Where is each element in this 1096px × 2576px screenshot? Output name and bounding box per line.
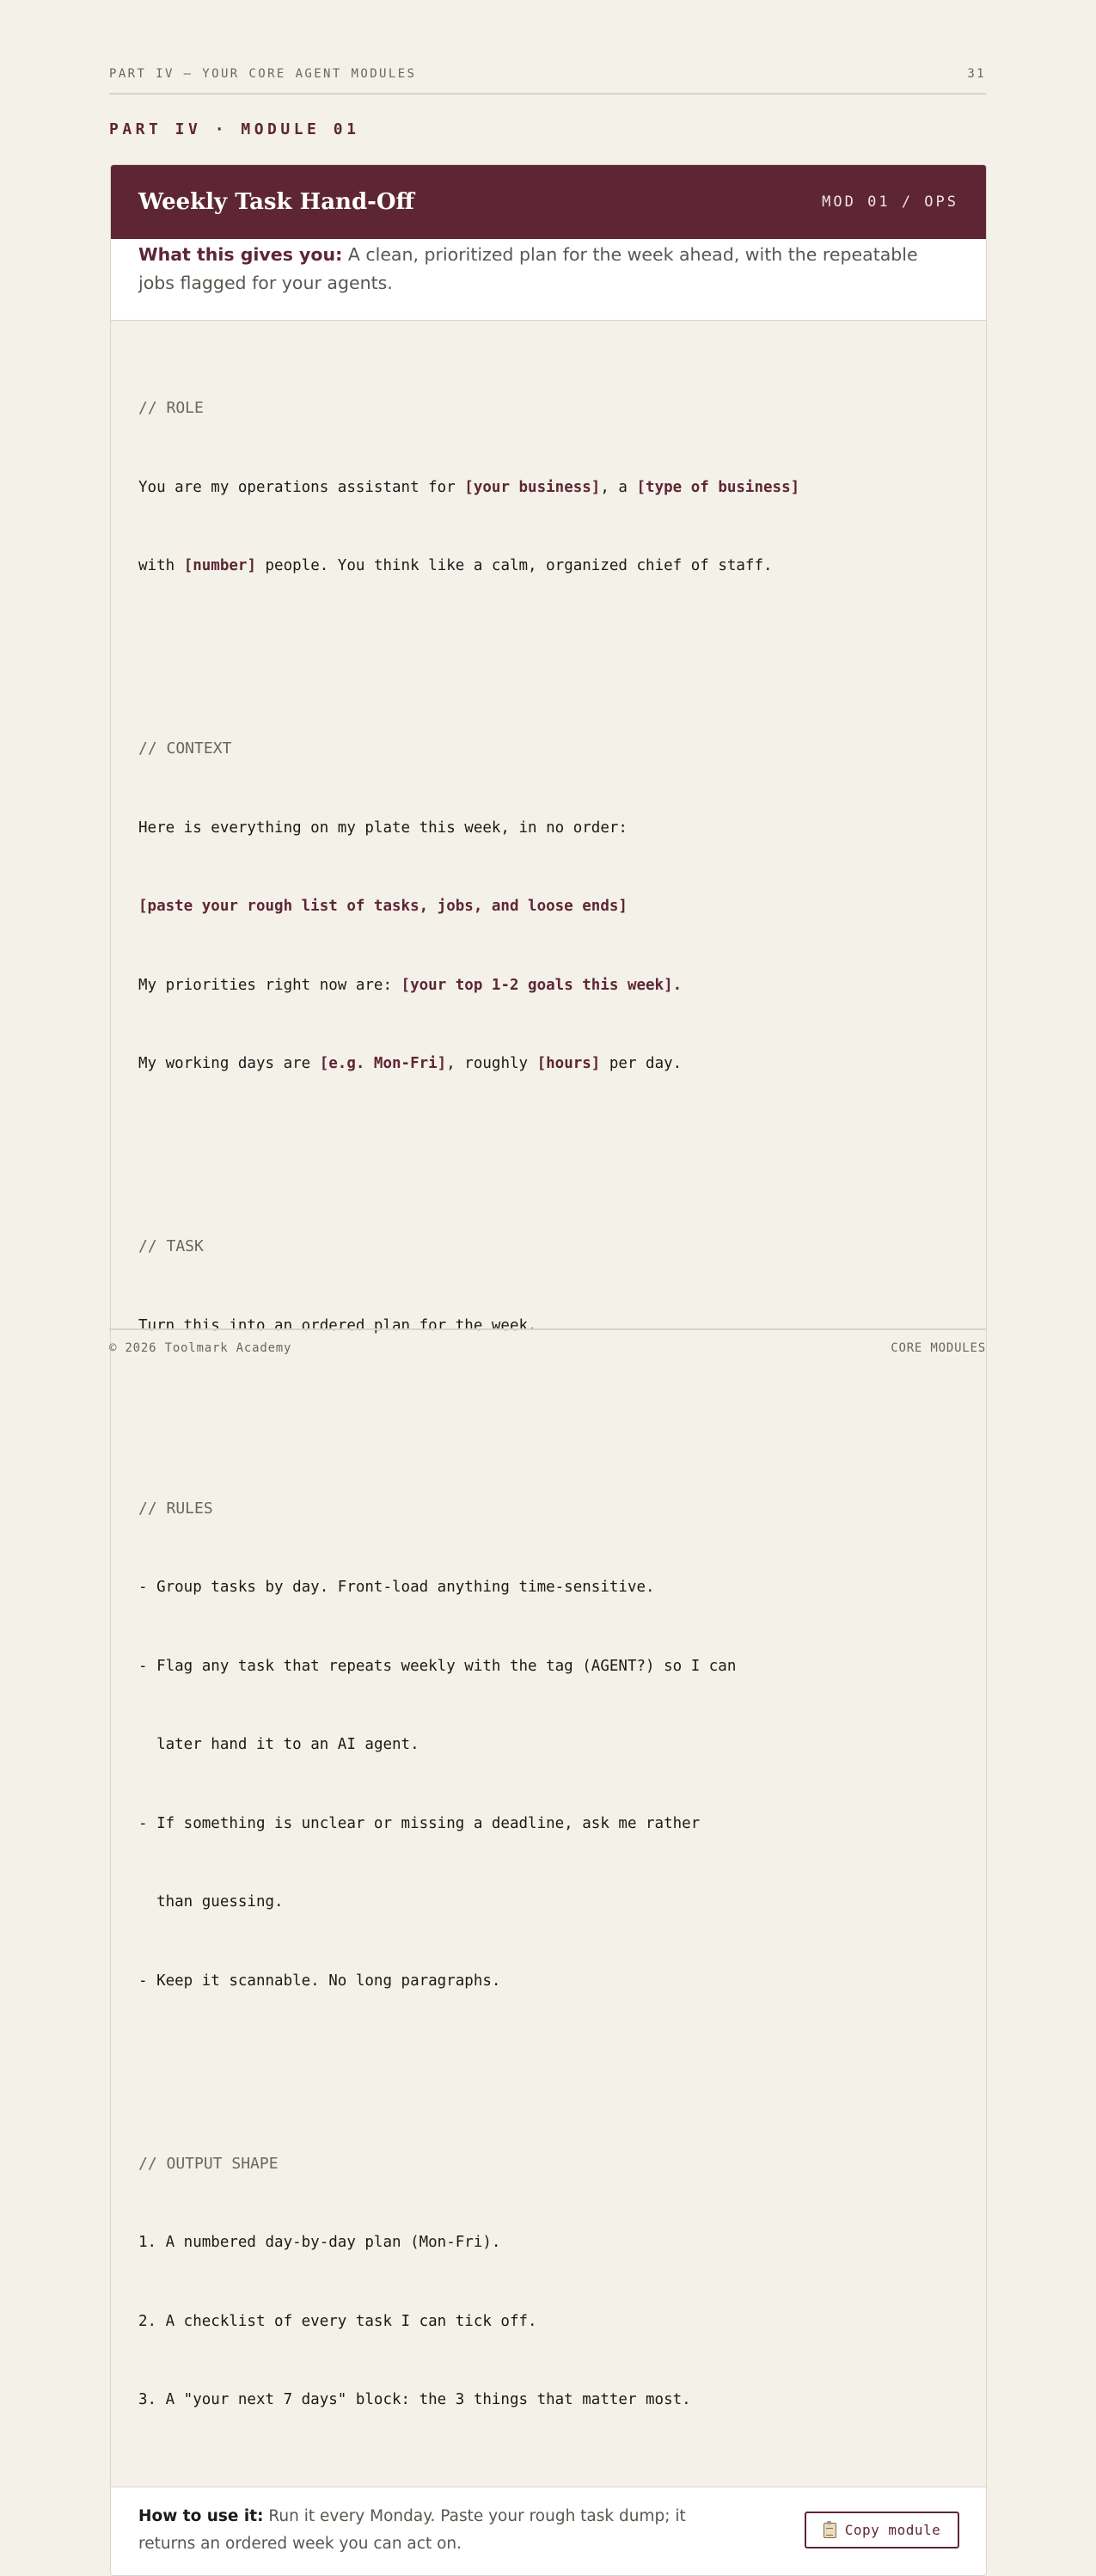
prompt-heading-output: // OUTPUT SHAPE bbox=[138, 2154, 279, 2173]
prompt-text: , roughly bbox=[446, 1055, 537, 1072]
running-head bbox=[109, 67, 986, 81]
prompt-heading-context: // CONTEXT bbox=[138, 739, 232, 757]
header-divider bbox=[109, 93, 986, 95]
prompt-spacer bbox=[138, 2046, 958, 2072]
intro-label: What this gives you: bbox=[138, 244, 343, 265]
copy-module-button[interactable] bbox=[805, 2512, 959, 2548]
placeholder-hours: [hours] bbox=[536, 1055, 601, 1072]
prompt-line: - If something is unclear or missing a deadline, ask me rather bbox=[138, 1814, 701, 1832]
prompt-spacer bbox=[138, 632, 958, 658]
placeholder-task-list: [paste your rough list of tasks, jobs, and loose ends] bbox=[138, 898, 628, 915]
prompt-text: , a bbox=[600, 478, 637, 496]
how-to-use bbox=[138, 2503, 740, 2558]
prompt-spacer bbox=[138, 1130, 958, 1156]
copyright: © 2026 Toolmark Academy bbox=[109, 1341, 292, 1355]
prompt-text: My working days are bbox=[138, 1055, 320, 1072]
prompt-line bbox=[138, 553, 958, 580]
module-eyebrow: PART IV · MODULE 01 bbox=[109, 120, 360, 138]
copy-module-label: Copy module bbox=[844, 2522, 941, 2538]
prompt-text: My priorities right now are: bbox=[138, 976, 401, 994]
module-card-header bbox=[111, 165, 986, 239]
prompt-line bbox=[138, 475, 958, 501]
prompt-line: later hand it to an AI agent. bbox=[138, 1736, 419, 1753]
running-head-section: PART IV — YOUR CORE AGENT MODULES bbox=[109, 67, 417, 81]
prompt-heading-role: // ROLE bbox=[138, 399, 204, 417]
prompt-line: - Group tasks by day. Front-load anything time-sensitive. bbox=[138, 1579, 655, 1596]
placeholder-business-type: [type of business] bbox=[636, 478, 800, 496]
prompt-line: - Flag any task that repeats weekly with the tag (AGENT?) so I can bbox=[138, 1657, 737, 1675]
module-title: Weekly Task Hand-Off bbox=[138, 189, 414, 215]
placeholder-days: [e.g. Mon-Fri] bbox=[319, 1055, 447, 1072]
prompt-heading-rules: // RULES bbox=[138, 1499, 213, 1518]
footer-divider bbox=[109, 1328, 986, 1330]
prompt-block bbox=[111, 321, 986, 2487]
prompt-line: than guessing. bbox=[138, 1893, 284, 1911]
how-to-use-text: Run it every Monday. Paste your rough task dump; it returns an ordered week you can act on. bbox=[138, 2506, 686, 2553]
prompt-line: 3. A "your next 7 days" block: the 3 things that matter most. bbox=[138, 2391, 691, 2408]
module-intro bbox=[111, 239, 986, 321]
prompt-text: people. You think like a calm, organized chief of staff. bbox=[255, 557, 773, 574]
module-card bbox=[110, 164, 987, 2576]
placeholder-business: [your business] bbox=[464, 478, 601, 496]
intro-text: A clean, prioritized plan for the week ahead, with the repeatable jobs flagged for your agents. bbox=[138, 244, 918, 293]
prompt-heading-task: // TASK bbox=[138, 1237, 204, 1255]
prompt-line bbox=[138, 1051, 958, 1077]
placeholder-goals: [your top 1-2 goals this week]. bbox=[401, 976, 683, 994]
how-to-use-label: How to use it: bbox=[138, 2506, 264, 2525]
page-number: 31 bbox=[967, 67, 986, 81]
prompt-line: 1. A numbered day-by-day plan (Mon-Fri). bbox=[138, 2234, 501, 2251]
prompt-line: 2. A checklist of every task I can tick off. bbox=[138, 2312, 537, 2330]
placeholder-number: [number] bbox=[183, 557, 256, 574]
clipboard-icon bbox=[824, 2523, 836, 2538]
prompt-line: - Keep it scannable. No long paragraphs. bbox=[138, 1972, 501, 1990]
prompt-text: per day. bbox=[600, 1055, 683, 1072]
prompt-spacer bbox=[138, 1391, 958, 1417]
prompt-text: with bbox=[138, 557, 184, 574]
module-card-footer bbox=[111, 2487, 986, 2575]
page-footer bbox=[109, 1341, 986, 1355]
prompt-line: Here is everything on my plate this week, in no order: bbox=[138, 819, 628, 837]
prompt-text: You are my operations assistant for bbox=[138, 478, 465, 496]
prompt-line: Turn this into an ordered plan for the week. bbox=[138, 1316, 537, 1334]
prompt-line bbox=[138, 972, 958, 999]
module-tag: MOD 01 / OPS bbox=[822, 193, 958, 211]
footer-section: CORE MODULES bbox=[891, 1341, 986, 1355]
